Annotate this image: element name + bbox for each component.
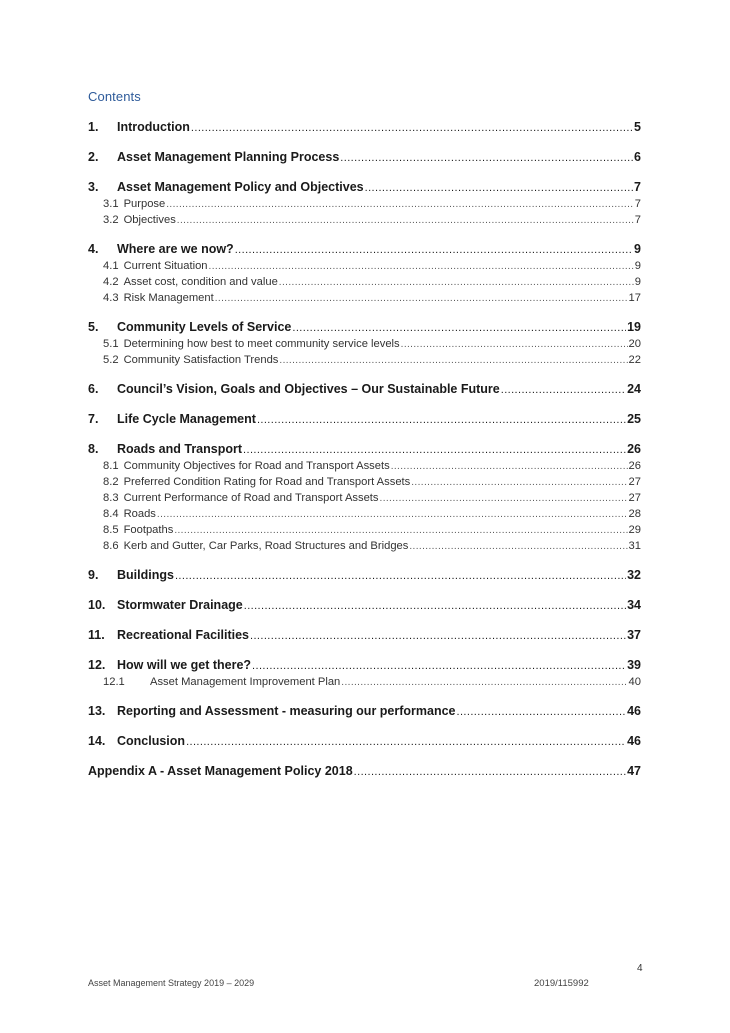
toc-entry-title xyxy=(88,732,185,750)
toc-entry-label: Current Performance of Road and Transport Assets xyxy=(123,492,379,504)
toc-entry-title xyxy=(88,410,256,428)
toc-heading: Contents xyxy=(88,89,141,104)
toc-entry-title xyxy=(88,702,456,720)
toc-entry-page-number: 47 xyxy=(627,764,641,778)
toc-entry-page-number: 24 xyxy=(627,382,641,396)
dot-leader xyxy=(250,627,626,644)
toc-subentry[interactable] xyxy=(88,490,641,506)
toc-entry[interactable] xyxy=(88,148,641,166)
toc-entry-page-number: 31 xyxy=(628,540,641,552)
toc-entry-label: Asset Management Improvement Plan xyxy=(150,676,341,688)
toc-entry[interactable] xyxy=(88,380,641,398)
footer-document-title: Asset Management Strategy 2019 – 2029 xyxy=(88,978,255,988)
dot-leader xyxy=(365,179,633,196)
dot-leader xyxy=(244,597,626,614)
dot-leader xyxy=(177,213,634,228)
toc-entry-title xyxy=(103,490,379,506)
toc-entry-page-number: 19 xyxy=(627,320,641,334)
dot-leader xyxy=(401,337,628,352)
dot-leader xyxy=(411,475,627,490)
toc-entry-page-number: 40 xyxy=(628,676,641,688)
dot-leader xyxy=(380,491,628,506)
toc-entry-number: 14. xyxy=(88,734,106,748)
toc-entry-number: 6. xyxy=(88,382,99,396)
dot-leader xyxy=(409,539,627,554)
toc-entry-page-number: 27 xyxy=(628,492,641,504)
toc-entry[interactable] xyxy=(88,702,641,720)
toc-entry[interactable] xyxy=(88,566,641,584)
dot-leader xyxy=(209,259,634,274)
toc-entry-number: 12.1 xyxy=(103,676,125,688)
toc-entry-number: 4.3 xyxy=(103,292,119,304)
toc-entry-title xyxy=(88,118,190,136)
toc-entry-label: Roads xyxy=(123,508,156,520)
toc-entry-page-number: 9 xyxy=(634,276,641,288)
toc-entry-page-number: 22 xyxy=(628,354,641,366)
toc-entry-number: 13. xyxy=(88,704,106,718)
toc-entry-title xyxy=(103,506,156,522)
toc-entry-label: Objectives xyxy=(123,214,176,226)
toc-entry-label: Current Situation xyxy=(123,260,208,272)
toc-entry-page-number: 26 xyxy=(628,460,641,472)
toc-entry[interactable] xyxy=(88,410,641,428)
toc-entry-label: Asset Management Planning Process xyxy=(117,150,340,164)
toc-entry-label: Roads and Transport xyxy=(117,442,243,456)
dot-leader xyxy=(341,675,627,690)
toc-subentry[interactable] xyxy=(88,506,641,522)
toc-subentry[interactable] xyxy=(88,274,641,290)
toc-entry-page-number: 9 xyxy=(634,242,641,256)
dot-leader xyxy=(157,507,628,522)
toc-entry-page-number: 7 xyxy=(634,180,641,194)
toc-entry-page-number: 20 xyxy=(628,338,641,350)
toc-entry[interactable] xyxy=(88,596,641,614)
toc-entry-page-number: 25 xyxy=(627,412,641,426)
dot-leader xyxy=(340,149,633,166)
toc-entry-label: Footpaths xyxy=(123,524,174,536)
toc-entry-label: Where are we now? xyxy=(117,242,234,256)
toc-entry-title xyxy=(88,596,243,614)
toc-entry-label: Purpose xyxy=(123,198,166,210)
toc-entry-label: Risk Management xyxy=(123,292,214,304)
footer-page-number: 4 xyxy=(637,963,643,974)
table-of-contents xyxy=(88,118,641,780)
toc-entry-number: 11. xyxy=(88,628,105,642)
dot-leader xyxy=(215,291,628,306)
toc-entry-number: 4.2 xyxy=(103,276,119,288)
dot-leader xyxy=(186,733,626,750)
dot-leader xyxy=(235,241,633,258)
toc-entry[interactable] xyxy=(88,440,641,458)
toc-entry-page-number: 28 xyxy=(628,508,641,520)
dot-leader xyxy=(354,763,626,780)
toc-entry-label: Stormwater Drainage xyxy=(117,598,243,612)
toc-entry-title xyxy=(103,474,410,490)
toc-entry[interactable] xyxy=(88,656,641,674)
toc-entry-title xyxy=(88,240,234,258)
toc-entry-label: Conclusion xyxy=(117,734,186,748)
toc-entry-number: 5.2 xyxy=(103,354,119,366)
toc-entry-number: 5. xyxy=(88,320,99,334)
toc-entry-number: 7. xyxy=(88,412,99,426)
toc-entry-title xyxy=(88,440,242,458)
toc-entry-page-number: 7 xyxy=(634,198,641,210)
toc-entry-label: Buildings xyxy=(117,568,174,582)
toc-entry-title xyxy=(88,318,291,336)
toc-entry-number: 8.3 xyxy=(103,492,119,504)
dot-leader xyxy=(174,523,627,538)
toc-entry-page-number: 34 xyxy=(627,598,641,612)
toc-entry-page-number: 46 xyxy=(627,704,641,718)
toc-entry-label: Asset Management Policy and Objectives xyxy=(117,180,364,194)
toc-entry-label: How will we get there? xyxy=(117,658,252,672)
toc-entry-label: Council’s Vision, Goals and Objectives – Our Sustainable Future xyxy=(117,382,500,396)
dot-leader xyxy=(166,197,634,212)
toc-subentry[interactable] xyxy=(88,336,641,352)
toc-entry[interactable] xyxy=(88,318,641,336)
toc-subentry[interactable] xyxy=(88,290,641,306)
toc-entry-number: 10. xyxy=(88,598,106,612)
toc-entry-number: 4. xyxy=(88,242,99,256)
toc-entry-title xyxy=(103,538,408,554)
toc-entry-page-number: 6 xyxy=(634,150,641,164)
dot-leader xyxy=(191,119,633,136)
toc-entry-number: 3. xyxy=(88,180,99,194)
toc-entry-title xyxy=(88,566,174,584)
toc-entry-page-number: 29 xyxy=(628,524,641,536)
toc-entry-label: Community Levels of Service xyxy=(117,320,292,334)
toc-subentry[interactable] xyxy=(88,212,641,228)
dot-leader xyxy=(252,657,626,674)
toc-entry-title xyxy=(103,352,278,368)
toc-subentry[interactable] xyxy=(88,538,641,554)
toc-entry[interactable] xyxy=(88,762,641,780)
toc-entry-label: Recreational Facilities xyxy=(117,628,250,642)
toc-entry-number: 8.1 xyxy=(103,460,119,472)
toc-entry-title xyxy=(88,656,251,674)
toc-entry-title xyxy=(103,274,278,290)
toc-entry-title xyxy=(103,258,208,274)
toc-entry-number: 8.2 xyxy=(103,476,119,488)
toc-subentry[interactable] xyxy=(88,196,641,212)
toc-entry-title xyxy=(103,522,173,538)
toc-entry-number: 8.4 xyxy=(103,508,119,520)
toc-entry-number: 8.6 xyxy=(103,540,119,552)
toc-entry-title xyxy=(88,626,249,644)
toc-entry-number: 2. xyxy=(88,150,99,164)
toc-entry-label: Community Objectives for Road and Transport Assets xyxy=(123,460,390,472)
toc-entry-number: 5.1 xyxy=(103,338,119,350)
toc-entry-number: 8. xyxy=(88,442,99,456)
toc-entry-title xyxy=(103,458,390,474)
toc-entry[interactable] xyxy=(88,178,641,196)
dot-leader xyxy=(243,441,626,458)
toc-entry-label: Preferred Condition Rating for Road and Transport Assets xyxy=(123,476,411,488)
toc-entry-number: 9. xyxy=(88,568,99,582)
toc-entry-label: Community Satisfaction Trends xyxy=(123,354,279,366)
toc-entry-title xyxy=(103,336,400,352)
toc-subentry[interactable] xyxy=(88,458,641,474)
toc-entry-label: Reporting and Assessment - measuring our performance xyxy=(117,704,456,718)
toc-entry[interactable] xyxy=(88,240,641,258)
toc-entry-label: Appendix A - Asset Management Policy 2018 xyxy=(88,764,353,778)
toc-entry[interactable] xyxy=(88,118,641,136)
toc-subentry[interactable] xyxy=(88,258,641,274)
toc-entry-page-number: 26 xyxy=(627,442,641,456)
toc-entry-page-number: 37 xyxy=(627,628,641,642)
toc-entry-page-number: 32 xyxy=(627,568,641,582)
dot-leader xyxy=(257,411,626,428)
toc-entry-number: 3.1 xyxy=(103,198,119,210)
dot-leader xyxy=(457,703,627,720)
toc-entry-label: Determining how best to meet community service levels xyxy=(123,338,400,350)
toc-entry-label: Asset cost, condition and value xyxy=(123,276,278,288)
dot-leader xyxy=(391,459,628,474)
toc-entry[interactable] xyxy=(88,626,641,644)
toc-entry-title xyxy=(103,212,176,228)
toc-entry-title xyxy=(88,380,500,398)
toc-entry-title xyxy=(103,290,214,306)
toc-entry-label: Life Cycle Management xyxy=(117,412,256,426)
toc-entry-page-number: 39 xyxy=(627,658,641,672)
toc-entry-number: 4.1 xyxy=(103,260,119,272)
toc-entry-title xyxy=(88,148,339,166)
toc-entry-page-number: 27 xyxy=(628,476,641,488)
toc-entry-title xyxy=(103,674,340,690)
toc-subentry[interactable] xyxy=(88,674,641,690)
dot-leader xyxy=(279,275,634,290)
toc-entry-title xyxy=(88,762,353,780)
dot-leader xyxy=(279,353,627,368)
toc-entry-number: 12. xyxy=(88,658,106,672)
toc-entry-page-number: 17 xyxy=(628,292,641,304)
toc-subentry[interactable] xyxy=(88,352,641,368)
toc-entry-page-number: 7 xyxy=(634,214,641,226)
toc-subentry[interactable] xyxy=(88,474,641,490)
toc-entry-number: 1. xyxy=(88,120,99,134)
toc-entry-title xyxy=(103,196,165,212)
dot-leader xyxy=(175,567,626,584)
toc-entry-page-number: 5 xyxy=(634,120,641,134)
toc-entry-number: 3.2 xyxy=(103,214,119,226)
toc-entry-page-number: 46 xyxy=(627,734,641,748)
toc-entry-label: Kerb and Gutter, Car Parks, Road Structures and Bridges xyxy=(123,540,409,552)
toc-entry-title xyxy=(88,178,364,196)
toc-entry-page-number: 9 xyxy=(634,260,641,272)
toc-entry-number: 8.5 xyxy=(103,524,119,536)
toc-entry[interactable] xyxy=(88,732,641,750)
toc-subentry[interactable] xyxy=(88,522,641,538)
footer-reference-number: 2019/115992 xyxy=(534,978,589,989)
dot-leader xyxy=(501,381,626,398)
toc-entry-label: Introduction xyxy=(117,120,190,134)
dot-leader xyxy=(292,319,626,336)
